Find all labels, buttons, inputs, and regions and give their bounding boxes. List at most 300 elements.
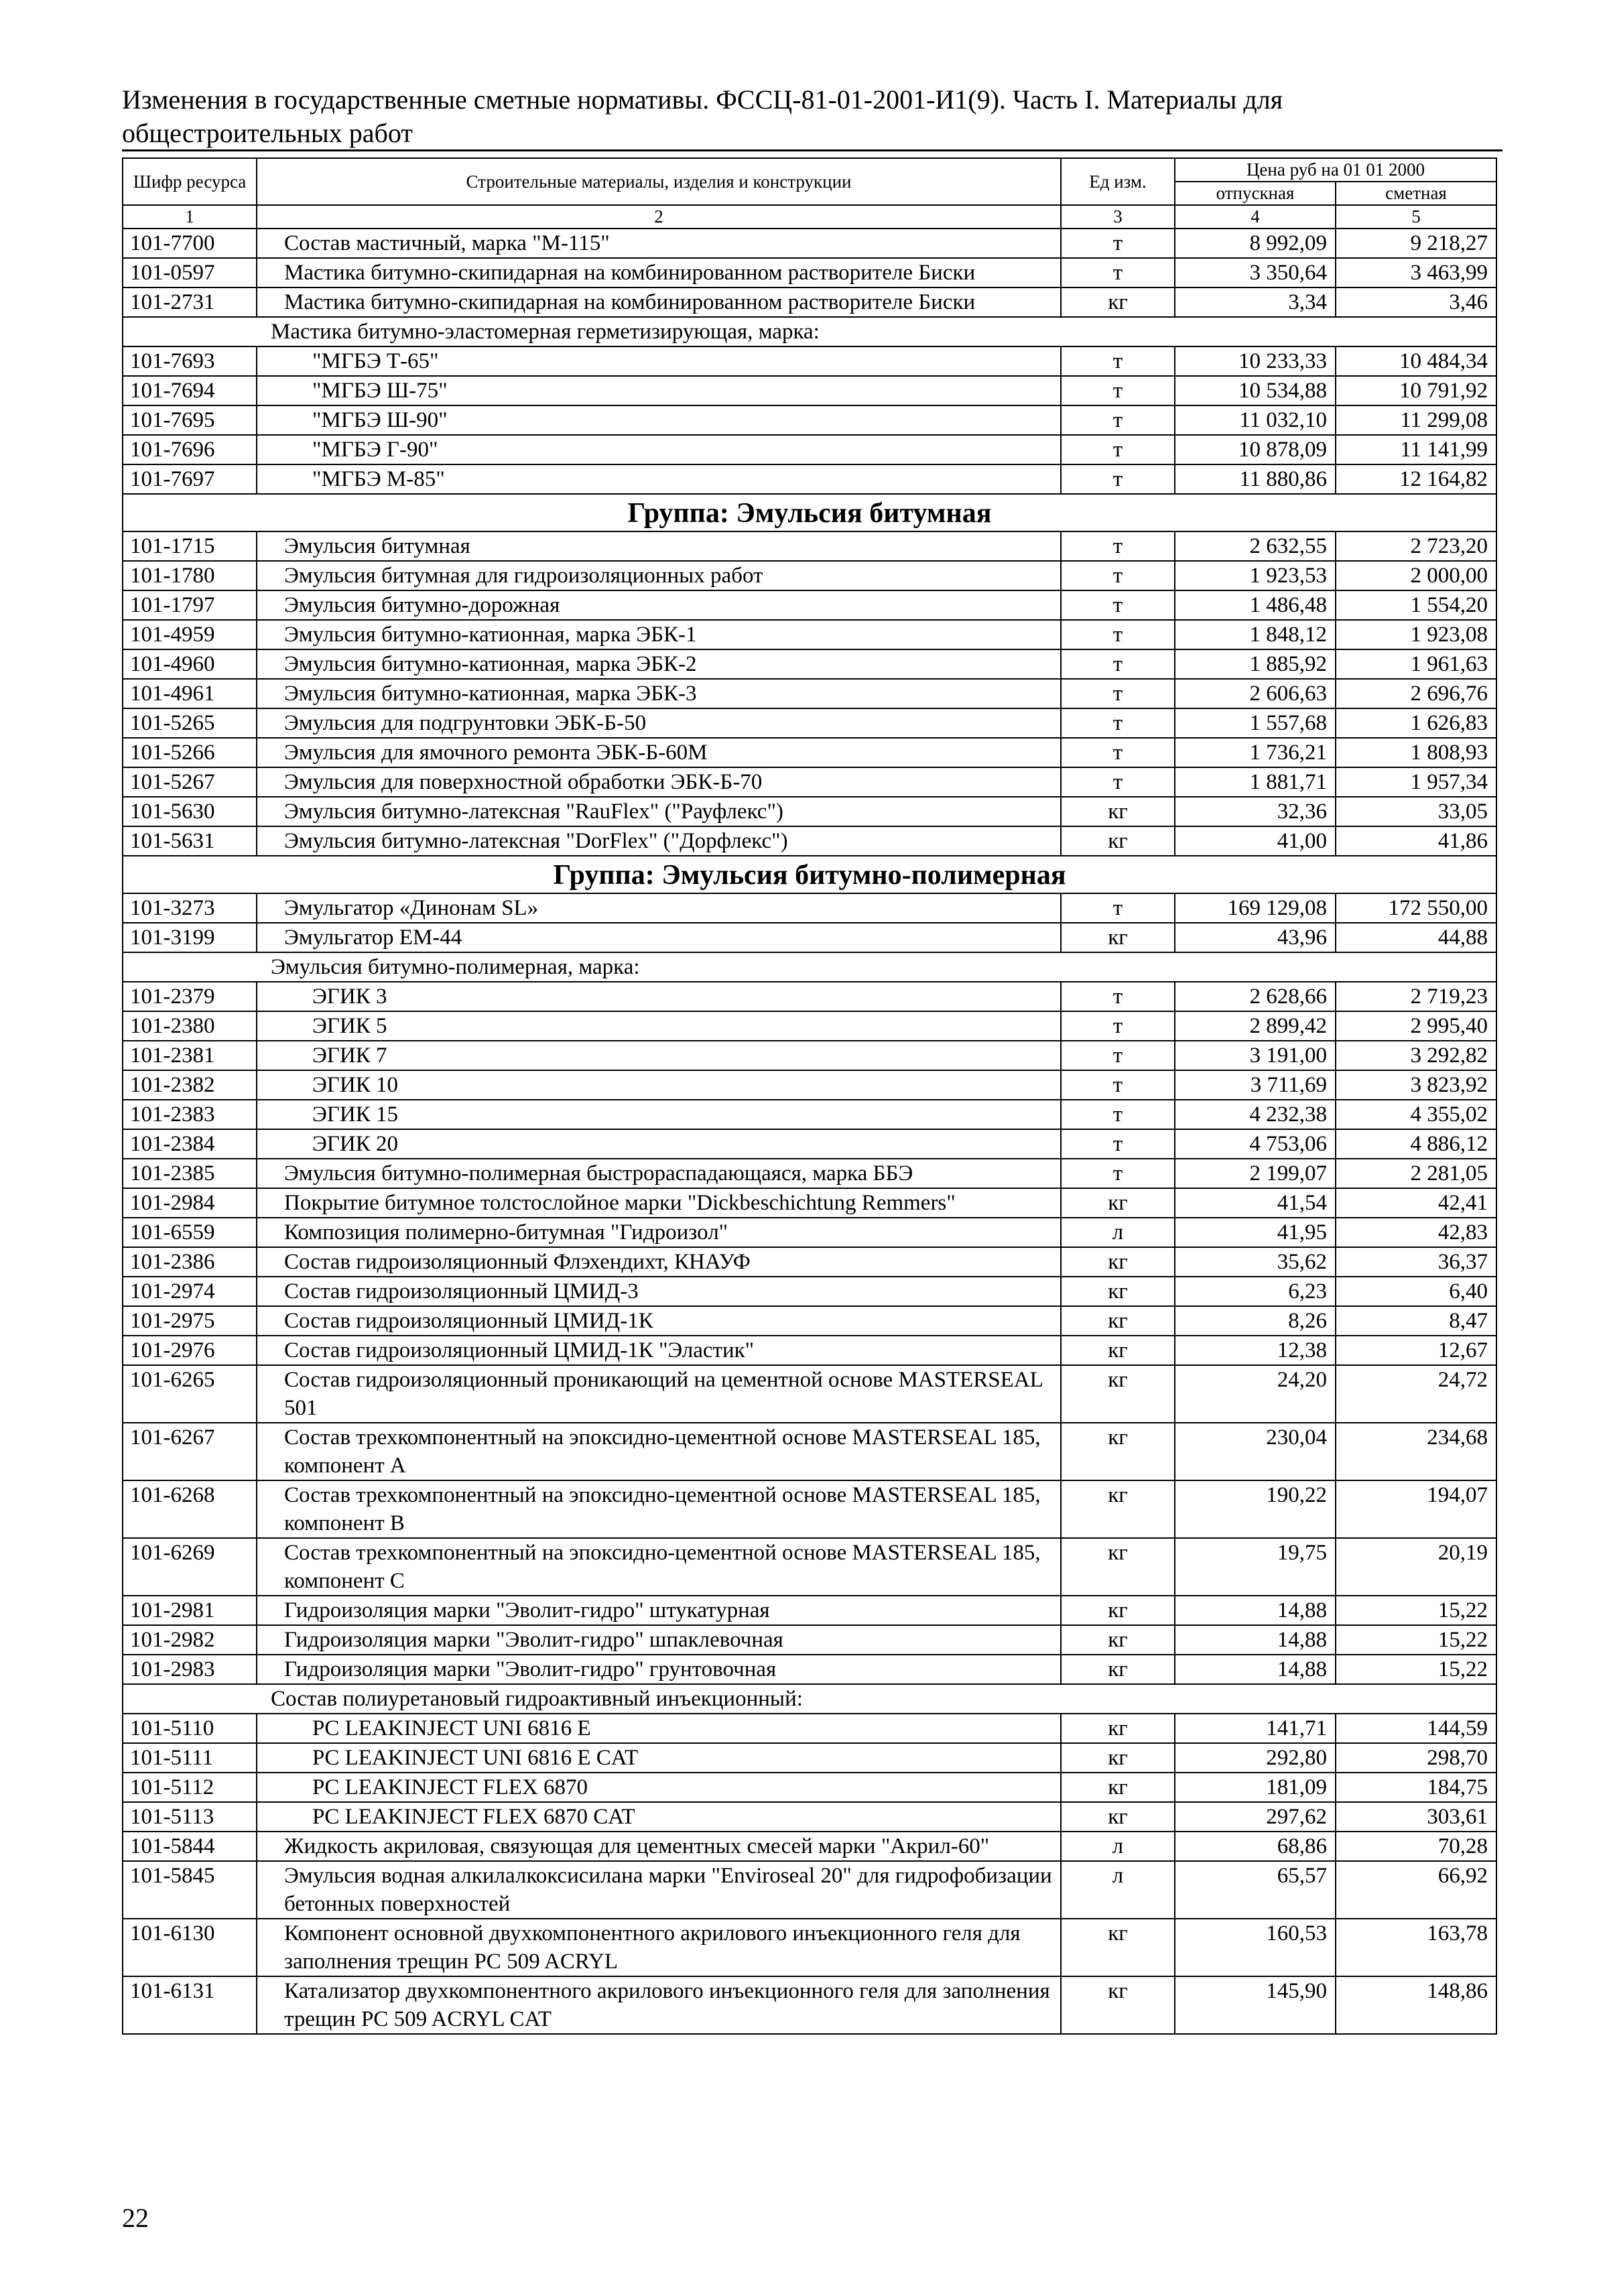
unit-of-measure: кг bbox=[1061, 1625, 1175, 1655]
unit-of-measure: кг bbox=[1061, 1538, 1175, 1596]
table-row bbox=[123, 1861, 1496, 1919]
release-price: 2 632,55 bbox=[1175, 531, 1336, 561]
table-row bbox=[123, 923, 1496, 952]
table-row bbox=[123, 649, 1496, 679]
table-row bbox=[123, 1743, 1496, 1773]
estimate-price: 12 164,82 bbox=[1336, 464, 1496, 494]
resource-code: 101-5844 bbox=[123, 1832, 257, 1861]
resource-code: 101-2982 bbox=[123, 1625, 257, 1655]
release-price: 43,96 bbox=[1175, 923, 1336, 952]
table-row bbox=[123, 1625, 1496, 1655]
release-price: 4 232,38 bbox=[1175, 1100, 1336, 1129]
table-row bbox=[123, 1655, 1496, 1684]
release-price: 35,62 bbox=[1175, 1247, 1336, 1277]
estimate-price: 33,05 bbox=[1336, 797, 1496, 826]
unit-of-measure: т bbox=[1061, 229, 1175, 258]
estimate-price: 3 823,92 bbox=[1336, 1070, 1496, 1100]
subheading: Эмульсия битумно-полимерная, марка: bbox=[123, 952, 1496, 982]
subheading-row bbox=[123, 952, 1496, 982]
resource-code: 101-3273 bbox=[123, 893, 257, 923]
material-name: Эмульсия битумно-дорожная bbox=[257, 590, 1061, 620]
material-name: "МГБЭ М-85" bbox=[257, 464, 1061, 494]
estimate-price: 1 957,34 bbox=[1336, 767, 1496, 797]
page-title: Изменения в государственные сметные нормативы. ФССЦ-81-01-2001-И1(9). Часть I. Материалы для общестроительных работ bbox=[122, 84, 1283, 148]
material-name: Покрытие битумное толстослойное марки "Dickbeschichtung Remmers" bbox=[257, 1188, 1061, 1218]
table-row bbox=[123, 1129, 1496, 1159]
group-heading: Группа: Эмульсия битумная bbox=[123, 494, 1496, 531]
material-name: Эмульсия для подгрунтовки ЭБК-Б-50 bbox=[257, 708, 1061, 738]
table-row bbox=[123, 1159, 1496, 1188]
estimate-price: 10 791,92 bbox=[1336, 376, 1496, 405]
release-price: 10 233,33 bbox=[1175, 346, 1336, 376]
release-price: 141,71 bbox=[1175, 1714, 1336, 1743]
unit-of-measure: т bbox=[1061, 1129, 1175, 1159]
estimate-price: 144,59 bbox=[1336, 1714, 1496, 1743]
release-price: 4 753,06 bbox=[1175, 1129, 1336, 1159]
material-name: ЭГИК 10 bbox=[257, 1070, 1061, 1100]
material-name: Состав гидроизоляционный проникающий на цементной основе MASTERSEAL 501 bbox=[257, 1365, 1061, 1423]
unit-of-measure: т bbox=[1061, 767, 1175, 797]
release-price: 1 885,92 bbox=[1175, 649, 1336, 679]
material-name: "МГБЭ Ш-90" bbox=[257, 405, 1061, 435]
estimate-price: 2 719,23 bbox=[1336, 982, 1496, 1011]
material-name: Гидроизоляция марки "Эволит-гидро" шпаклевочная bbox=[257, 1625, 1061, 1655]
estimate-price: 8,47 bbox=[1336, 1306, 1496, 1336]
estimate-price: 20,19 bbox=[1336, 1538, 1496, 1596]
material-name: "МГБЭ Ш-75" bbox=[257, 376, 1061, 405]
release-price: 65,57 bbox=[1175, 1861, 1336, 1919]
resource-code: 101-2382 bbox=[123, 1070, 257, 1100]
resource-code: 101-5267 bbox=[123, 767, 257, 797]
material-name: Катализатор двухкомпонентного акрилового инъекционного геля для заполнения трещин PC 509 ACRYL CAT bbox=[257, 1976, 1061, 2034]
material-name: Эмульсия битумная для гидроизоляционных работ bbox=[257, 561, 1061, 590]
release-price: 145,90 bbox=[1175, 1976, 1336, 2034]
resource-code: 101-1780 bbox=[123, 561, 257, 590]
resource-code: 101-1715 bbox=[123, 531, 257, 561]
resource-code: 101-2379 bbox=[123, 982, 257, 1011]
release-price: 10 534,88 bbox=[1175, 376, 1336, 405]
subheading-row bbox=[123, 317, 1496, 346]
subheading: Мастика битумно-эластомерная герметизирующая, марка: bbox=[123, 317, 1496, 346]
unit-of-measure: т bbox=[1061, 346, 1175, 376]
resource-code: 101-2983 bbox=[123, 1655, 257, 1684]
release-price: 1 486,48 bbox=[1175, 590, 1336, 620]
unit-of-measure: т bbox=[1061, 376, 1175, 405]
resource-code: 101-6265 bbox=[123, 1365, 257, 1423]
unit-of-measure: т bbox=[1061, 531, 1175, 561]
estimate-price: 66,92 bbox=[1336, 1861, 1496, 1919]
unit-of-measure: т bbox=[1061, 435, 1175, 464]
material-name: Состав гидроизоляционный ЦМИД-1К bbox=[257, 1306, 1061, 1336]
table-row bbox=[123, 561, 1496, 590]
estimate-price: 2 000,00 bbox=[1336, 561, 1496, 590]
estimate-price: 3 292,82 bbox=[1336, 1041, 1496, 1070]
estimate-price: 3,46 bbox=[1336, 288, 1496, 317]
resource-code: 101-2384 bbox=[123, 1129, 257, 1159]
release-price: 14,88 bbox=[1175, 1625, 1336, 1655]
column-header-price: Цена руб на 01 01 2000 bbox=[1175, 158, 1496, 182]
group-heading-row bbox=[123, 856, 1496, 893]
table-row bbox=[123, 1802, 1496, 1832]
table-row bbox=[123, 376, 1496, 405]
unit-of-measure: кг bbox=[1061, 1277, 1175, 1306]
resource-code: 101-5266 bbox=[123, 738, 257, 767]
column-number: 2 bbox=[257, 205, 1061, 229]
material-name: Эмульсия битумно-катионная, марка ЭБК-2 bbox=[257, 649, 1061, 679]
material-name: ЭГИК 5 bbox=[257, 1011, 1061, 1041]
estimate-price: 15,22 bbox=[1336, 1596, 1496, 1625]
estimate-price: 9 218,27 bbox=[1336, 229, 1496, 258]
material-name: Гидроизоляция марки "Эволит-гидро" штукатурная bbox=[257, 1596, 1061, 1625]
release-price: 2 199,07 bbox=[1175, 1159, 1336, 1188]
resource-code: 101-2386 bbox=[123, 1247, 257, 1277]
column-number: 3 bbox=[1061, 205, 1175, 229]
unit-of-measure: кг bbox=[1061, 1336, 1175, 1365]
table-row bbox=[123, 590, 1496, 620]
release-price: 32,36 bbox=[1175, 797, 1336, 826]
estimate-price: 3 463,99 bbox=[1336, 258, 1496, 288]
material-name: ЭГИК 15 bbox=[257, 1100, 1061, 1129]
table-row bbox=[123, 1336, 1496, 1365]
unit-of-measure: т bbox=[1061, 561, 1175, 590]
table-row bbox=[123, 1596, 1496, 1625]
material-name: ЭГИК 7 bbox=[257, 1041, 1061, 1070]
table-row bbox=[123, 1306, 1496, 1336]
release-price: 68,86 bbox=[1175, 1832, 1336, 1861]
release-price: 3 711,69 bbox=[1175, 1070, 1336, 1100]
release-price: 3,34 bbox=[1175, 288, 1336, 317]
material-name: Эмульсия битумно-катионная, марка ЭБК-3 bbox=[257, 679, 1061, 708]
release-price: 1 881,71 bbox=[1175, 767, 1336, 797]
unit-of-measure: кг bbox=[1061, 1188, 1175, 1218]
unit-of-measure: кг bbox=[1061, 1306, 1175, 1336]
resource-code: 101-7695 bbox=[123, 405, 257, 435]
release-price: 8,26 bbox=[1175, 1306, 1336, 1336]
column-header-release: отпускная bbox=[1175, 182, 1336, 205]
table-row bbox=[123, 346, 1496, 376]
resource-code: 101-2975 bbox=[123, 1306, 257, 1336]
table-row bbox=[123, 229, 1496, 258]
resource-code: 101-0597 bbox=[123, 258, 257, 288]
table-row bbox=[123, 1041, 1496, 1070]
unit-of-measure: кг bbox=[1061, 1714, 1175, 1743]
table-row bbox=[123, 405, 1496, 435]
table-row bbox=[123, 1365, 1496, 1423]
table-row bbox=[123, 982, 1496, 1011]
estimate-price: 12,67 bbox=[1336, 1336, 1496, 1365]
table-body bbox=[123, 229, 1496, 2034]
material-name: "МГБЭ Т-65" bbox=[257, 346, 1061, 376]
resource-code: 101-2380 bbox=[123, 1011, 257, 1041]
estimate-price: 44,88 bbox=[1336, 923, 1496, 952]
table-row bbox=[123, 1100, 1496, 1129]
unit-of-measure: кг bbox=[1061, 1919, 1175, 1976]
unit-of-measure: т bbox=[1061, 590, 1175, 620]
material-name: Эмульсия водная алкилалкоксисилана марки "Enviroseal 20" для гидрофобизации бетонных поверхностей bbox=[257, 1861, 1061, 1919]
resource-code: 101-5111 bbox=[123, 1743, 257, 1773]
material-name: Состав гидроизоляционный ЦМИД-3 bbox=[257, 1277, 1061, 1306]
table-row bbox=[123, 826, 1496, 856]
estimate-price: 194,07 bbox=[1336, 1480, 1496, 1538]
estimate-price: 2 995,40 bbox=[1336, 1011, 1496, 1041]
table-header bbox=[123, 158, 1496, 229]
material-name: Состав трехкомпонентный на эпоксидно-цементной основе MASTERSEAL 185, компонент В bbox=[257, 1480, 1061, 1538]
estimate-price: 1 923,08 bbox=[1336, 620, 1496, 649]
unit-of-measure: кг bbox=[1061, 1802, 1175, 1832]
table-row bbox=[123, 1714, 1496, 1743]
material-name: Эмульсия битумно-полимерная быстрораспадающаяся, марка ББЭ bbox=[257, 1159, 1061, 1188]
resource-code: 101-6267 bbox=[123, 1423, 257, 1480]
material-name: PC LEAKINJECT FLEX 6870 CAT bbox=[257, 1802, 1061, 1832]
estimate-price: 1 961,63 bbox=[1336, 649, 1496, 679]
resource-code: 101-7694 bbox=[123, 376, 257, 405]
release-price: 12,38 bbox=[1175, 1336, 1336, 1365]
page-number: 22 bbox=[122, 2203, 149, 2233]
unit-of-measure: т bbox=[1061, 738, 1175, 767]
unit-of-measure: кг bbox=[1061, 1743, 1175, 1773]
resource-code: 101-2731 bbox=[123, 288, 257, 317]
unit-of-measure: т bbox=[1061, 405, 1175, 435]
material-name: Мастика битумно-скипидарная на комбинированном растворителе Биски bbox=[257, 258, 1061, 288]
table-row bbox=[123, 258, 1496, 288]
material-name: Эмульсия битумно-катионная, марка ЭБК-1 bbox=[257, 620, 1061, 649]
release-price: 3 350,64 bbox=[1175, 258, 1336, 288]
unit-of-measure: т bbox=[1061, 708, 1175, 738]
table-row bbox=[123, 1423, 1496, 1480]
material-name: Состав мастичный, марка "М-115" bbox=[257, 229, 1061, 258]
material-name: Эмульсия для поверхностной обработки ЭБК-Б-70 bbox=[257, 767, 1061, 797]
estimate-price: 4 355,02 bbox=[1336, 1100, 1496, 1129]
column-header-unit: Ед изм. bbox=[1061, 158, 1175, 205]
release-price: 181,09 bbox=[1175, 1773, 1336, 1802]
material-name: Эмульсия для ямочного ремонта ЭБК-Б-60М bbox=[257, 738, 1061, 767]
estimate-price: 15,22 bbox=[1336, 1625, 1496, 1655]
release-price: 11 880,86 bbox=[1175, 464, 1336, 494]
estimate-price: 4 886,12 bbox=[1336, 1129, 1496, 1159]
unit-of-measure: кг bbox=[1061, 1976, 1175, 2034]
resource-code: 101-4960 bbox=[123, 649, 257, 679]
release-price: 1 923,53 bbox=[1175, 561, 1336, 590]
material-name: Эмульгатор ЕМ-44 bbox=[257, 923, 1061, 952]
material-name: ЭГИК 20 bbox=[257, 1129, 1061, 1159]
release-price: 190,22 bbox=[1175, 1480, 1336, 1538]
release-price: 14,88 bbox=[1175, 1655, 1336, 1684]
release-price: 41,00 bbox=[1175, 826, 1336, 856]
resource-code: 101-7700 bbox=[123, 229, 257, 258]
estimate-price: 6,40 bbox=[1336, 1277, 1496, 1306]
resource-code: 101-7697 bbox=[123, 464, 257, 494]
column-numbers-row bbox=[123, 205, 1496, 229]
material-name: Гидроизоляция марки "Эволит-гидро" грунтовочная bbox=[257, 1655, 1061, 1684]
release-price: 2 628,66 bbox=[1175, 982, 1336, 1011]
unit-of-measure: кг bbox=[1061, 1773, 1175, 1802]
release-price: 160,53 bbox=[1175, 1919, 1336, 1976]
unit-of-measure: т bbox=[1061, 1100, 1175, 1129]
resource-code: 101-5845 bbox=[123, 1861, 257, 1919]
resource-code: 101-5110 bbox=[123, 1714, 257, 1743]
release-price: 3 191,00 bbox=[1175, 1041, 1336, 1070]
release-price: 169 129,08 bbox=[1175, 893, 1336, 923]
material-name: Состав гидроизоляционный Флэхендихт, КНАУФ bbox=[257, 1247, 1061, 1277]
table-row bbox=[123, 1976, 1496, 2034]
estimate-price: 2 281,05 bbox=[1336, 1159, 1496, 1188]
resource-code: 101-4959 bbox=[123, 620, 257, 649]
resource-code: 101-5630 bbox=[123, 797, 257, 826]
unit-of-measure: кг bbox=[1061, 1365, 1175, 1423]
estimate-price: 298,70 bbox=[1336, 1743, 1496, 1773]
estimate-price: 1 626,83 bbox=[1336, 708, 1496, 738]
material-name: Состав гидроизоляционный ЦМИД-1К "Эластик" bbox=[257, 1336, 1061, 1365]
estimate-price: 41,86 bbox=[1336, 826, 1496, 856]
unit-of-measure: т bbox=[1061, 1041, 1175, 1070]
table-row bbox=[123, 620, 1496, 649]
unit-of-measure: т bbox=[1061, 982, 1175, 1011]
estimate-price: 42,83 bbox=[1336, 1218, 1496, 1247]
estimate-price: 70,28 bbox=[1336, 1832, 1496, 1861]
table-row bbox=[123, 797, 1496, 826]
resource-code: 101-6130 bbox=[123, 1919, 257, 1976]
resource-code: 101-2981 bbox=[123, 1596, 257, 1625]
unit-of-measure: кг bbox=[1061, 1655, 1175, 1684]
resource-code: 101-7693 bbox=[123, 346, 257, 376]
table-row bbox=[123, 1188, 1496, 1218]
material-name: Состав трехкомпонентный на эпоксидно-цементной основе MASTERSEAL 185, компонент С bbox=[257, 1538, 1061, 1596]
material-name: Жидкость акриловая, связующая для цементных смесей марки "Акрил-60" bbox=[257, 1832, 1061, 1861]
unit-of-measure: кг bbox=[1061, 1423, 1175, 1480]
release-price: 8 992,09 bbox=[1175, 229, 1336, 258]
unit-of-measure: кг bbox=[1061, 1596, 1175, 1625]
resource-code: 101-6269 bbox=[123, 1538, 257, 1596]
release-price: 1 848,12 bbox=[1175, 620, 1336, 649]
estimate-price: 36,37 bbox=[1336, 1247, 1496, 1277]
estimate-price: 172 550,00 bbox=[1336, 893, 1496, 923]
resource-code: 101-2385 bbox=[123, 1159, 257, 1188]
material-name: Эмульсия битумно-латексная "DorFlex" ("Дорфлекс") bbox=[257, 826, 1061, 856]
estimate-price: 184,75 bbox=[1336, 1773, 1496, 1802]
release-price: 14,88 bbox=[1175, 1596, 1336, 1625]
estimate-price: 15,22 bbox=[1336, 1655, 1496, 1684]
unit-of-measure: т bbox=[1061, 464, 1175, 494]
price-table bbox=[122, 157, 1497, 2035]
estimate-price: 24,72 bbox=[1336, 1365, 1496, 1423]
unit-of-measure: кг bbox=[1061, 1480, 1175, 1538]
release-price: 19,75 bbox=[1175, 1538, 1336, 1596]
table-row bbox=[123, 708, 1496, 738]
resource-code: 101-3199 bbox=[123, 923, 257, 952]
estimate-price: 11 141,99 bbox=[1336, 435, 1496, 464]
release-price: 2 899,42 bbox=[1175, 1011, 1336, 1041]
table-row bbox=[123, 1773, 1496, 1802]
estimate-price: 2 696,76 bbox=[1336, 679, 1496, 708]
table-row bbox=[123, 1480, 1496, 1538]
release-price: 292,80 bbox=[1175, 1743, 1336, 1773]
title-divider bbox=[122, 149, 1502, 151]
estimate-price: 11 299,08 bbox=[1336, 405, 1496, 435]
material-name: Компонент основной двухкомпонентного акрилового инъекционного геля для заполнения трещин PC 509 ACRYL bbox=[257, 1919, 1061, 1976]
release-price: 1 557,68 bbox=[1175, 708, 1336, 738]
table-row bbox=[123, 1070, 1496, 1100]
release-price: 11 032,10 bbox=[1175, 405, 1336, 435]
unit-of-measure: т bbox=[1061, 258, 1175, 288]
table-row bbox=[123, 767, 1496, 797]
table-row bbox=[123, 1247, 1496, 1277]
release-price: 230,04 bbox=[1175, 1423, 1336, 1480]
material-name: "МГБЭ Г-90" bbox=[257, 435, 1061, 464]
resource-code: 101-2974 bbox=[123, 1277, 257, 1306]
resource-code: 101-2984 bbox=[123, 1188, 257, 1218]
table-row bbox=[123, 738, 1496, 767]
column-header-code: Шифр ресурса bbox=[123, 158, 257, 205]
table-row bbox=[123, 1011, 1496, 1041]
estimate-price: 234,68 bbox=[1336, 1423, 1496, 1480]
unit-of-measure: т bbox=[1061, 649, 1175, 679]
table-row bbox=[123, 1919, 1496, 1976]
table-row bbox=[123, 1538, 1496, 1596]
unit-of-measure: л bbox=[1061, 1861, 1175, 1919]
resource-code: 101-1797 bbox=[123, 590, 257, 620]
release-price: 297,62 bbox=[1175, 1802, 1336, 1832]
table-row bbox=[123, 1832, 1496, 1861]
estimate-price: 1 808,93 bbox=[1336, 738, 1496, 767]
material-name: Мастика битумно-скипидарная на комбинированном растворителе Биски bbox=[257, 288, 1061, 317]
table-row bbox=[123, 1277, 1496, 1306]
unit-of-measure: т bbox=[1061, 1159, 1175, 1188]
release-price: 10 878,09 bbox=[1175, 435, 1336, 464]
release-price: 41,54 bbox=[1175, 1188, 1336, 1218]
resource-code: 101-5113 bbox=[123, 1802, 257, 1832]
table-row bbox=[123, 464, 1496, 494]
release-price: 6,23 bbox=[1175, 1277, 1336, 1306]
material-name: PC LEAKINJECT UNI 6816 E CAT bbox=[257, 1743, 1061, 1773]
table-row bbox=[123, 893, 1496, 923]
column-number: 4 bbox=[1175, 205, 1336, 229]
unit-of-measure: кг bbox=[1061, 288, 1175, 317]
release-price: 2 606,63 bbox=[1175, 679, 1336, 708]
unit-of-measure: л bbox=[1061, 1218, 1175, 1247]
subheading: Состав полиуретановый гидроактивный инъекционный: bbox=[123, 1684, 1496, 1714]
resource-code: 101-5265 bbox=[123, 708, 257, 738]
resource-code: 101-5631 bbox=[123, 826, 257, 856]
unit-of-measure: т bbox=[1061, 1070, 1175, 1100]
subheading-row bbox=[123, 1684, 1496, 1714]
material-name: Эмульсия битумная bbox=[257, 531, 1061, 561]
estimate-price: 163,78 bbox=[1336, 1919, 1496, 1976]
material-name: Эмульсия битумно-латексная "RauFlex" ("Рауфлекс") bbox=[257, 797, 1061, 826]
material-name: Эмульгатор «Динонам SL» bbox=[257, 893, 1061, 923]
estimate-price: 303,61 bbox=[1336, 1802, 1496, 1832]
table-row bbox=[123, 435, 1496, 464]
material-name: ЭГИК 3 bbox=[257, 982, 1061, 1011]
material-name: Композиция полимерно-битумная "Гидроизол" bbox=[257, 1218, 1061, 1247]
unit-of-measure: т bbox=[1061, 620, 1175, 649]
column-header-estimate: сметная bbox=[1336, 182, 1496, 205]
unit-of-measure: кг bbox=[1061, 826, 1175, 856]
release-price: 41,95 bbox=[1175, 1218, 1336, 1247]
estimate-price: 2 723,20 bbox=[1336, 531, 1496, 561]
table-row bbox=[123, 531, 1496, 561]
release-price: 24,20 bbox=[1175, 1365, 1336, 1423]
estimate-price: 148,86 bbox=[1336, 1976, 1496, 2034]
column-header-name: Строительные материалы, изделия и конструкции bbox=[257, 158, 1061, 205]
release-price: 1 736,21 bbox=[1175, 738, 1336, 767]
estimate-price: 1 554,20 bbox=[1336, 590, 1496, 620]
resource-code: 101-2383 bbox=[123, 1100, 257, 1129]
resource-code: 101-2381 bbox=[123, 1041, 257, 1070]
resource-code: 101-7696 bbox=[123, 435, 257, 464]
resource-code: 101-4961 bbox=[123, 679, 257, 708]
resource-code: 101-6268 bbox=[123, 1480, 257, 1538]
table-row bbox=[123, 1218, 1496, 1247]
